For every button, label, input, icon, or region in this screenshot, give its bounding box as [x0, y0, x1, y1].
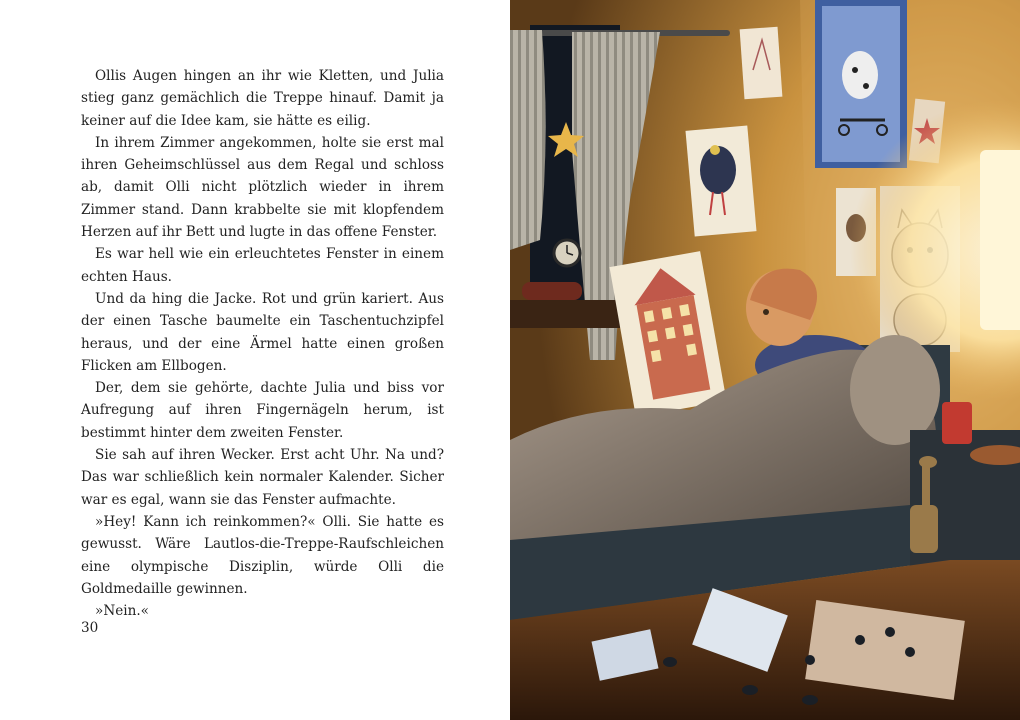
- paragraph: In ihrem Zimmer angekommen, holte sie erst mal ihren Geheimschlüssel aus dem Regal und schloss ab, damit Olli nicht plötzlich wieder in ihrem Zimmer stand. Dann krabbelte sie mit klopfendem Herzen auf ihr Bett und lugte in das offene Fenster.: [81, 134, 444, 241]
- red-cup: [942, 402, 972, 444]
- left-curtain: [510, 30, 546, 250]
- lampshade: [980, 150, 1020, 330]
- dog-scooter-picture: [815, 0, 907, 168]
- body-text: [81, 65, 444, 622]
- paragraph: »Hey! Kann ich reinkommen?« Olli. Sie hatte es gewusst. Wäre Lautlos-die-Treppe-Raufschleichen eine olympische Disziplin, würde Olli die Goldmedaille gewinnen.: [81, 513, 444, 597]
- paragraph: Sie sah auf ihren Wecker. Erst acht Uhr. Na und? Das war schließlich kein normaler Kalender. Sicher war es egal, wann sie das Fenster aufmachte.: [81, 447, 444, 508]
- paragraph: »Nein.«: [95, 603, 149, 620]
- page-number: 30: [81, 620, 99, 636]
- paragraph: Ollis Augen hingen an ihr wie Kletten, und Julia stieg ganz gemächlich die Treppe hinauf. Damit ja keiner auf die Idee kam, sie hätte es eilig.: [81, 68, 444, 129]
- bird-picture: [685, 125, 756, 236]
- paragraph: Der, dem sie gehörte, dachte Julia und biss vor Aufregung auf ihren Fingernägeln herum, ist bestimmt hinter dem zweiten Fenster.: [81, 380, 444, 441]
- paragraph: Und da hing die Jacke. Rot und grün kariert. Aus der einen Tasche baumelte ein Taschentuchzipfel heraus, und der eine Ärmel hatte einen großen Flicken am Ellbogen.: [81, 290, 444, 374]
- small-sketch-picture: [740, 27, 783, 99]
- pillow: [850, 335, 940, 445]
- paragraph: Es war hell wie ein erleuchtetes Fenster in einem echten Haus.: [81, 246, 444, 285]
- bedroom-illustration: [510, 0, 1020, 720]
